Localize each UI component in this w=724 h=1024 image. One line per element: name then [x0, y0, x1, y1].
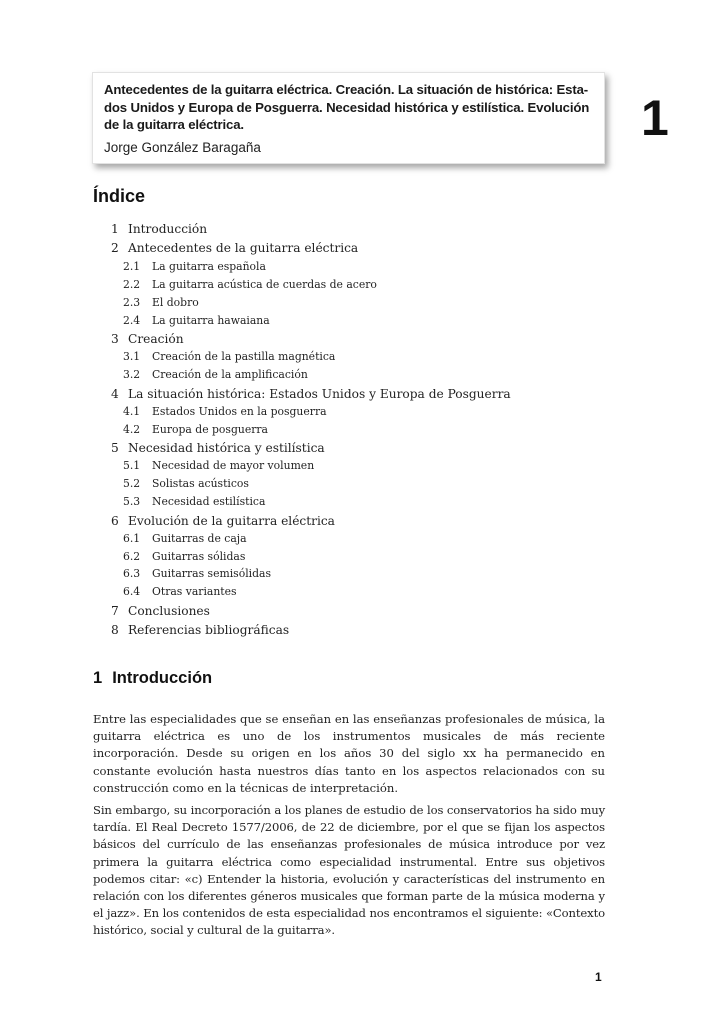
- toc-entry-number: 3.2: [123, 368, 141, 381]
- toc-entry-label: Guitarras sólidas: [152, 550, 246, 563]
- toc-entry-label: Europa de posguerra: [152, 423, 268, 436]
- toc-entry-number: 2.2: [123, 278, 141, 291]
- toc-entry-number: 2.3: [123, 296, 141, 309]
- toc-entry-label: Necesidad estilística: [152, 495, 266, 508]
- toc-entry-number: 5.1: [123, 459, 141, 472]
- toc-entry-number: 1: [111, 222, 119, 236]
- toc-entry-label: El dobro: [152, 296, 199, 309]
- chapter-number: 1: [641, 90, 669, 146]
- chapter-title: Antecedentes de la guitarra eléctrica. Creación. La situación de histórica: Esta- dos Unidos y Europa de Posguerra. Necesidad histórica y estilística. Evolución de la guitarra eléctrica.: [104, 82, 590, 132]
- toc-entry-number: 8: [111, 623, 119, 637]
- toc-entry-label: Evolución de la guitarra eléctrica: [128, 514, 335, 528]
- toc-entry-number: 5.3: [123, 495, 141, 508]
- toc-entry-number: 4.2: [123, 423, 141, 436]
- toc-entry-label: La guitarra acústica de cuerdas de acero: [152, 278, 377, 291]
- author-name: Jorge González Baragaña: [104, 139, 261, 155]
- toc-entry-number: 6.1: [123, 532, 141, 545]
- section-number: 1: [93, 669, 103, 687]
- toc-entry-number: 3: [111, 332, 119, 346]
- toc-entry-number: 3.1: [123, 350, 141, 363]
- toc-entry-label: La guitarra española: [152, 260, 266, 273]
- toc-entry-label: Antecedentes de la guitarra eléctrica: [128, 241, 359, 255]
- section-heading: [93, 669, 212, 688]
- paragraph: Sin embargo, su incorporación a los planes de estudio de los conservatorios ha sido muy tardía. El Real Decreto 1577/2006, de 22 de diciembre, por el que se fijan los aspectos básicos del currículo de las enseñanzas profesionales de música introduce por vez primera la guitarra eléctrica como especialidad instrumental. Entre sus objetivos podemos citar: «c) Entender la historia, evolución y características del instrumento en relación con los diferentes géneros musicales que forman parte de la música moderna y el jazz». En los contenidos de esta especialidad nos encontramos el siguiente: «Contexto histórico, social y cultural de la guitarra».: [93, 803, 605, 938]
- toc-entry-label: Guitarras de caja: [152, 532, 247, 545]
- toc-entry-number: 5: [111, 441, 119, 455]
- toc-entry-number: 6.2: [123, 550, 141, 563]
- toc-entry-label: Necesidad histórica y estilística: [128, 441, 325, 455]
- toc-entry-label: Necesidad de mayor volumen: [152, 459, 315, 472]
- toc-entry-number: 2.1: [123, 260, 141, 273]
- toc-entry-label: La situación histórica: Estados Unidos y Europa de Posguerra: [128, 387, 511, 401]
- index-heading: Índice: [93, 186, 146, 206]
- toc-entry-number: 2.4: [123, 314, 141, 327]
- toc-entry-number: 5.2: [123, 477, 141, 490]
- section-body: [93, 711, 605, 945]
- toc-entry-label: Otras variantes: [152, 585, 237, 598]
- title-box: [92, 72, 605, 164]
- toc-entry-label: Referencias bibliográficas: [128, 623, 290, 637]
- section-title: Introducción: [112, 669, 213, 687]
- page-number: 1: [595, 970, 602, 984]
- toc-entry-label: Creación de la amplificación: [152, 368, 308, 381]
- toc-entry-label: Creación de la pastilla magnética: [152, 350, 336, 363]
- toc-entry-number: 7: [111, 604, 119, 618]
- toc-entry-number: 6.4: [123, 585, 141, 598]
- toc-entry-label: Estados Unidos en la posguerra: [152, 405, 327, 418]
- toc-entry-number: 6.3: [123, 567, 141, 580]
- toc-entry-label: Creación: [128, 332, 184, 346]
- toc-entry-label: Introducción: [128, 222, 208, 236]
- toc-entry-number: 2: [111, 241, 119, 255]
- toc-entry-label: Conclusiones: [128, 604, 210, 618]
- toc-entry-number: 6: [111, 514, 119, 528]
- toc-entry-label: Solistas acústicos: [152, 477, 249, 490]
- paragraph: Entre las especialidades que se enseñan en las enseñanzas profesionales de música, la guitarra eléctrica es uno de los instrumentos musicales de más reciente incorporación. Desde su origen en los años 30 del siglo xx ha permanecido en constante evolución hasta nuestros días tanto en los aspectos relacionados con su construcción como en la técnicas de interpretación.: [93, 712, 605, 795]
- toc-entry-number: 4: [111, 387, 119, 401]
- toc-entry-label: La guitarra hawaiana: [152, 314, 270, 327]
- toc-entry-number: 4.1: [123, 405, 141, 418]
- toc-entry-label: Guitarras semisólidas: [152, 567, 271, 580]
